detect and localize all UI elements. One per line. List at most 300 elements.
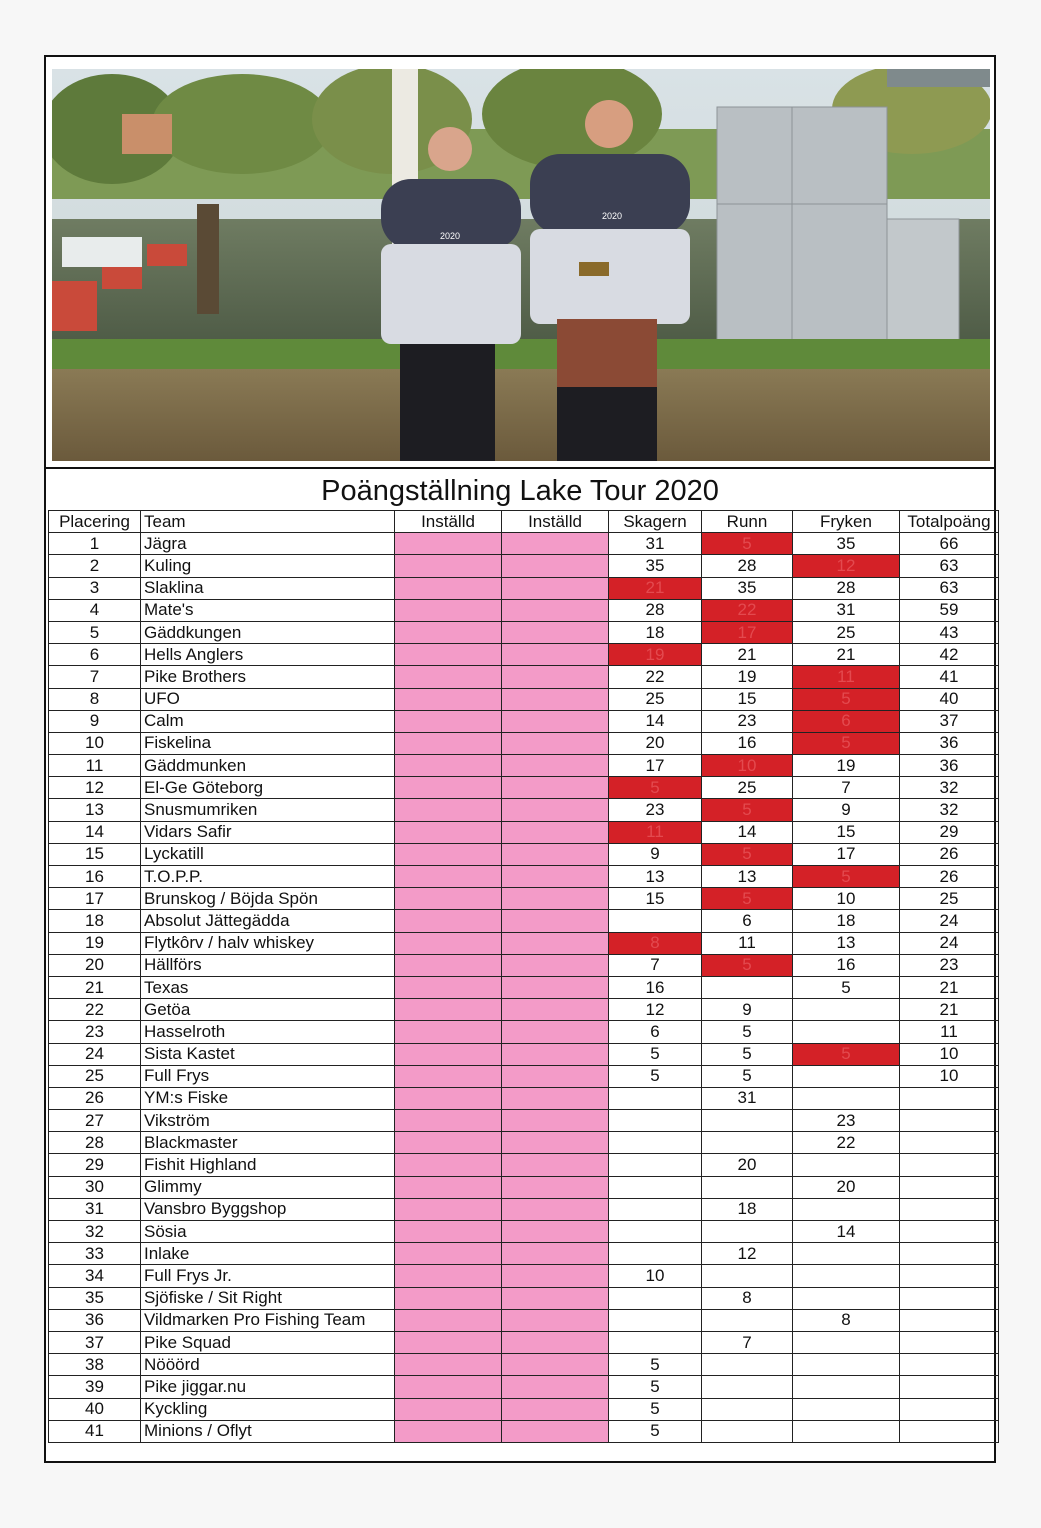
cancelled-cell: [502, 866, 609, 888]
total-cell: [900, 1243, 999, 1265]
place-cell: 21: [49, 976, 141, 998]
photo-illustration: [52, 69, 990, 461]
team-cell: Kuling: [141, 555, 395, 577]
scoreboard-page: [44, 55, 996, 1463]
skagern-cell: [609, 1243, 702, 1265]
skagern-cell: 10: [609, 1265, 702, 1287]
runn-cell: 5: [702, 799, 793, 821]
team-cell: Vildmarken Pro Fishing Team: [141, 1309, 395, 1331]
header-runn: Runn: [702, 511, 793, 533]
cancelled-cell: [502, 999, 609, 1021]
cancelled-cell: [502, 1331, 609, 1353]
table-row: [49, 843, 999, 865]
skagern-cell: 17: [609, 755, 702, 777]
place-cell: 16: [49, 866, 141, 888]
hoodie-print-left: 2020: [439, 231, 461, 241]
fryken-cell: 21: [793, 644, 900, 666]
total-cell: 10: [900, 1065, 999, 1087]
team-cell: Hasselroth: [141, 1021, 395, 1043]
skagern-cell: [609, 1331, 702, 1353]
fryken-cell: 22: [793, 1132, 900, 1154]
table-row: [49, 910, 999, 932]
place-cell: 26: [49, 1087, 141, 1109]
place-cell: 20: [49, 954, 141, 976]
skagern-cell: [609, 1087, 702, 1109]
cancelled-cell: [502, 777, 609, 799]
runn-cell: [702, 1265, 793, 1287]
cancelled-cell: [395, 821, 502, 843]
table-row: [49, 1265, 999, 1287]
skagern-cell: 7: [609, 954, 702, 976]
place-cell: 35: [49, 1287, 141, 1309]
cancelled-cell: [395, 1043, 502, 1065]
runn-cell: 23: [702, 710, 793, 732]
total-cell: [900, 1420, 999, 1442]
skagern-cell: 5: [609, 1398, 702, 1420]
skagern-cell: 12: [609, 999, 702, 1021]
cancelled-cell: [395, 755, 502, 777]
page-title: Poängställning Lake Tour 2020: [321, 475, 719, 507]
total-cell: 32: [900, 777, 999, 799]
place-cell: 23: [49, 1021, 141, 1043]
cancelled-cell: [502, 843, 609, 865]
fryken-cell: 16: [793, 954, 900, 976]
skagern-cell: [609, 1110, 702, 1132]
place-cell: 39: [49, 1376, 141, 1398]
fryken-cell: [793, 1154, 900, 1176]
table-row: [49, 1221, 999, 1243]
runn-cell: [702, 1398, 793, 1420]
photo-divider: [46, 467, 994, 469]
cancelled-cell: [502, 732, 609, 754]
skagern-cell: 6: [609, 1021, 702, 1043]
total-cell: [900, 1198, 999, 1220]
total-cell: 21: [900, 976, 999, 998]
total-cell: 11: [900, 1021, 999, 1043]
runn-cell: 10: [702, 755, 793, 777]
cancelled-cell: [395, 999, 502, 1021]
table-row: [49, 1331, 999, 1353]
cancelled-cell: [395, 976, 502, 998]
team-cell: Glimmy: [141, 1176, 395, 1198]
team-cell: Getöa: [141, 999, 395, 1021]
cancelled-cell: [502, 1376, 609, 1398]
fryken-cell: 5: [793, 976, 900, 998]
cancelled-cell: [395, 621, 502, 643]
place-cell: 28: [49, 1132, 141, 1154]
runn-cell: [702, 1420, 793, 1442]
team-cell: Full Frys Jr.: [141, 1265, 395, 1287]
cancelled-cell: [395, 799, 502, 821]
table-row: [49, 1354, 999, 1376]
cancelled-cell: [502, 888, 609, 910]
team-cell: Vidars Safir: [141, 821, 395, 843]
table-row: [49, 710, 999, 732]
skagern-cell: [609, 1287, 702, 1309]
cancelled-cell: [395, 732, 502, 754]
fryken-cell: [793, 1198, 900, 1220]
table-row: [49, 533, 999, 555]
cancelled-cell: [502, 1287, 609, 1309]
runn-cell: 18: [702, 1198, 793, 1220]
fryken-cell: [793, 1376, 900, 1398]
team-cell: Hells Anglers: [141, 644, 395, 666]
team-cell: Fiskelina: [141, 732, 395, 754]
skagern-cell: 13: [609, 866, 702, 888]
runn-cell: 14: [702, 821, 793, 843]
skagern-cell: 20: [609, 732, 702, 754]
cancelled-cell: [395, 1110, 502, 1132]
cancelled-cell: [502, 1132, 609, 1154]
fryken-cell: 6: [793, 710, 900, 732]
total-cell: [900, 1110, 999, 1132]
table-row: [49, 688, 999, 710]
fryken-cell: 31: [793, 599, 900, 621]
runn-cell: 19: [702, 666, 793, 688]
hoodie-print-right: 2020: [601, 211, 623, 221]
place-cell: 32: [49, 1221, 141, 1243]
total-cell: 66: [900, 533, 999, 555]
team-cell: Sjöfiske / Sit Right: [141, 1287, 395, 1309]
place-cell: 8: [49, 688, 141, 710]
table-row: [49, 1154, 999, 1176]
header-fryken: Fryken: [793, 511, 900, 533]
place-cell: 13: [49, 799, 141, 821]
total-cell: [900, 1087, 999, 1109]
fryken-cell: 14: [793, 1221, 900, 1243]
total-cell: 10: [900, 1043, 999, 1065]
total-cell: 37: [900, 710, 999, 732]
fryken-cell: 5: [793, 688, 900, 710]
total-cell: [900, 1221, 999, 1243]
runn-cell: 5: [702, 533, 793, 555]
cancelled-cell: [395, 843, 502, 865]
cancelled-cell: [502, 533, 609, 555]
skagern-cell: 23: [609, 799, 702, 821]
table-row: [49, 1309, 999, 1331]
place-cell: 29: [49, 1154, 141, 1176]
table-row: [49, 932, 999, 954]
table-row: [49, 1176, 999, 1198]
table-row: [49, 1065, 999, 1087]
total-cell: [900, 1309, 999, 1331]
cancelled-cell: [502, 1354, 609, 1376]
table-row: [49, 1132, 999, 1154]
cancelled-cell: [395, 1176, 502, 1198]
cancelled-cell: [395, 1287, 502, 1309]
total-cell: 42: [900, 644, 999, 666]
runn-cell: 15: [702, 688, 793, 710]
team-cell: Flytkôrv / halv whiskey: [141, 932, 395, 954]
table-row: [49, 799, 999, 821]
cancelled-cell: [395, 577, 502, 599]
place-cell: 14: [49, 821, 141, 843]
total-cell: 63: [900, 577, 999, 599]
team-cell: El-Ge Göteborg: [141, 777, 395, 799]
place-cell: 33: [49, 1243, 141, 1265]
place-cell: 17: [49, 888, 141, 910]
cancelled-cell: [395, 644, 502, 666]
fryken-cell: [793, 1331, 900, 1353]
table-row: [49, 866, 999, 888]
team-cell: T.O.P.P.: [141, 866, 395, 888]
runn-cell: [702, 1221, 793, 1243]
team-cell: YM:s Fiske: [141, 1087, 395, 1109]
runn-cell: 5: [702, 954, 793, 976]
cancelled-cell: [502, 954, 609, 976]
runn-cell: 6: [702, 910, 793, 932]
team-cell: Fishit Highland: [141, 1154, 395, 1176]
skagern-cell: 35: [609, 555, 702, 577]
table-row: [49, 555, 999, 577]
place-cell: 25: [49, 1065, 141, 1087]
fryken-cell: [793, 1398, 900, 1420]
fryken-cell: 12: [793, 555, 900, 577]
cancelled-cell: [502, 1398, 609, 1420]
team-cell: Vikström: [141, 1110, 395, 1132]
standings-body: [49, 533, 999, 1443]
cancelled-cell: [395, 888, 502, 910]
place-cell: 15: [49, 843, 141, 865]
team-cell: Mate's: [141, 599, 395, 621]
table-row: [49, 732, 999, 754]
place-cell: 6: [49, 644, 141, 666]
place-cell: 5: [49, 621, 141, 643]
total-cell: [900, 1331, 999, 1353]
cancelled-cell: [502, 1087, 609, 1109]
skagern-cell: 16: [609, 976, 702, 998]
place-cell: 24: [49, 1043, 141, 1065]
team-cell: Snusmumriken: [141, 799, 395, 821]
cancelled-cell: [502, 1176, 609, 1198]
table-row: [49, 1021, 999, 1043]
skagern-cell: 31: [609, 533, 702, 555]
fryken-cell: [793, 1354, 900, 1376]
cancelled-cell: [395, 1087, 502, 1109]
place-cell: 9: [49, 710, 141, 732]
runn-cell: 8: [702, 1287, 793, 1309]
cancelled-cell: [395, 1154, 502, 1176]
team-cell: Gäddkungen: [141, 621, 395, 643]
cancelled-cell: [395, 599, 502, 621]
header-row: [49, 511, 999, 533]
cancelled-cell: [395, 710, 502, 732]
runn-cell: 17: [702, 621, 793, 643]
runn-cell: 35: [702, 577, 793, 599]
cancelled-cell: [502, 976, 609, 998]
runn-cell: [702, 976, 793, 998]
total-cell: 36: [900, 732, 999, 754]
fryken-cell: 28: [793, 577, 900, 599]
cancelled-cell: [502, 1154, 609, 1176]
fryken-cell: 10: [793, 888, 900, 910]
total-cell: 26: [900, 866, 999, 888]
skagern-cell: 5: [609, 777, 702, 799]
cancelled-cell: [502, 1243, 609, 1265]
cancelled-cell: [395, 555, 502, 577]
cancelled-cell: [395, 1132, 502, 1154]
cancelled-cell: [395, 1198, 502, 1220]
runn-cell: 5: [702, 1021, 793, 1043]
cancelled-cell: [395, 1420, 502, 1442]
cancelled-cell: [395, 666, 502, 688]
cancelled-cell: [502, 910, 609, 932]
skagern-cell: 5: [609, 1043, 702, 1065]
place-cell: 19: [49, 932, 141, 954]
fryken-cell: 13: [793, 932, 900, 954]
cancelled-cell: [395, 932, 502, 954]
place-cell: 37: [49, 1331, 141, 1353]
runn-cell: [702, 1132, 793, 1154]
total-cell: 24: [900, 910, 999, 932]
fryken-cell: [793, 1243, 900, 1265]
cancelled-cell: [502, 1110, 609, 1132]
header-installd-2: Inställd: [502, 511, 609, 533]
fryken-cell: 23: [793, 1110, 900, 1132]
runn-cell: [702, 1376, 793, 1398]
table-row: [49, 1420, 999, 1442]
total-cell: 63: [900, 555, 999, 577]
place-cell: 3: [49, 577, 141, 599]
cancelled-cell: [502, 1420, 609, 1442]
fryken-cell: 5: [793, 866, 900, 888]
cancelled-cell: [395, 1354, 502, 1376]
table-row: [49, 821, 999, 843]
runn-cell: 12: [702, 1243, 793, 1265]
table-row: [49, 755, 999, 777]
table-row: [49, 954, 999, 976]
cancelled-cell: [395, 866, 502, 888]
fryken-cell: 5: [793, 732, 900, 754]
skagern-cell: 5: [609, 1354, 702, 1376]
cancelled-cell: [502, 577, 609, 599]
runn-cell: [702, 1309, 793, 1331]
runn-cell: 31: [702, 1087, 793, 1109]
team-cell: Slaklina: [141, 577, 395, 599]
fryken-cell: 5: [793, 1043, 900, 1065]
cancelled-cell: [502, 755, 609, 777]
total-cell: [900, 1176, 999, 1198]
team-cell: Kyckling: [141, 1398, 395, 1420]
skagern-cell: 5: [609, 1065, 702, 1087]
runn-cell: 5: [702, 1065, 793, 1087]
header-skagern: Skagern: [609, 511, 702, 533]
total-cell: 21: [900, 999, 999, 1021]
table-row: [49, 599, 999, 621]
cancelled-cell: [395, 1331, 502, 1353]
place-cell: 10: [49, 732, 141, 754]
runn-cell: 5: [702, 1043, 793, 1065]
place-cell: 12: [49, 777, 141, 799]
cancelled-cell: [502, 666, 609, 688]
runn-cell: 21: [702, 644, 793, 666]
skagern-cell: 9: [609, 843, 702, 865]
cancelled-cell: [395, 910, 502, 932]
fryken-cell: [793, 1065, 900, 1087]
fryken-cell: [793, 999, 900, 1021]
team-cell: Texas: [141, 976, 395, 998]
place-cell: 30: [49, 1176, 141, 1198]
skagern-cell: 18: [609, 621, 702, 643]
team-cell: Sösia: [141, 1221, 395, 1243]
cancelled-cell: [395, 688, 502, 710]
total-cell: [900, 1376, 999, 1398]
table-row: [49, 1087, 999, 1109]
table-row: [49, 666, 999, 688]
skagern-cell: 21: [609, 577, 702, 599]
team-cell: Pike jiggar.nu: [141, 1376, 395, 1398]
fryken-cell: 17: [793, 843, 900, 865]
place-cell: 41: [49, 1420, 141, 1442]
table-row: [49, 1376, 999, 1398]
total-cell: [900, 1354, 999, 1376]
place-cell: 7: [49, 666, 141, 688]
place-cell: 1: [49, 533, 141, 555]
skagern-cell: 14: [609, 710, 702, 732]
table-row: [49, 621, 999, 643]
skagern-cell: 22: [609, 666, 702, 688]
skagern-cell: [609, 1309, 702, 1331]
place-cell: 22: [49, 999, 141, 1021]
team-cell: Lyckatill: [141, 843, 395, 865]
fryken-cell: 9: [793, 799, 900, 821]
cancelled-cell: [502, 799, 609, 821]
cancelled-cell: [502, 599, 609, 621]
runn-cell: 13: [702, 866, 793, 888]
team-cell: Hällförs: [141, 954, 395, 976]
total-cell: 43: [900, 621, 999, 643]
cancelled-cell: [395, 1309, 502, 1331]
cancelled-cell: [502, 688, 609, 710]
runn-cell: 16: [702, 732, 793, 754]
runn-cell: 20: [702, 1154, 793, 1176]
table-row: [49, 888, 999, 910]
fryken-cell: 35: [793, 533, 900, 555]
standings-table: [48, 510, 999, 1443]
skagern-cell: [609, 1176, 702, 1198]
skagern-cell: [609, 1154, 702, 1176]
total-cell: 25: [900, 888, 999, 910]
place-cell: 31: [49, 1198, 141, 1220]
total-cell: 41: [900, 666, 999, 688]
team-cell: Full Frys: [141, 1065, 395, 1087]
skagern-cell: 15: [609, 888, 702, 910]
table-row: [49, 1243, 999, 1265]
total-cell: 32: [900, 799, 999, 821]
skagern-cell: [609, 910, 702, 932]
runn-cell: 5: [702, 843, 793, 865]
runn-cell: 5: [702, 888, 793, 910]
cancelled-cell: [395, 954, 502, 976]
cancelled-cell: [502, 1309, 609, 1331]
cancelled-cell: [395, 1398, 502, 1420]
table-row: [49, 1287, 999, 1309]
fryken-cell: 7: [793, 777, 900, 799]
fryken-cell: [793, 1021, 900, 1043]
cancelled-cell: [502, 932, 609, 954]
place-cell: 2: [49, 555, 141, 577]
team-cell: Brunskog / Böjda Spön: [141, 888, 395, 910]
runn-cell: [702, 1176, 793, 1198]
table-row: [49, 1043, 999, 1065]
cancelled-cell: [502, 1221, 609, 1243]
cancelled-cell: [502, 1265, 609, 1287]
team-cell: Blackmaster: [141, 1132, 395, 1154]
fryken-cell: 25: [793, 621, 900, 643]
team-cell: Nööörd: [141, 1354, 395, 1376]
team-cell: Vansbro Byggshop: [141, 1198, 395, 1220]
runn-cell: [702, 1110, 793, 1132]
